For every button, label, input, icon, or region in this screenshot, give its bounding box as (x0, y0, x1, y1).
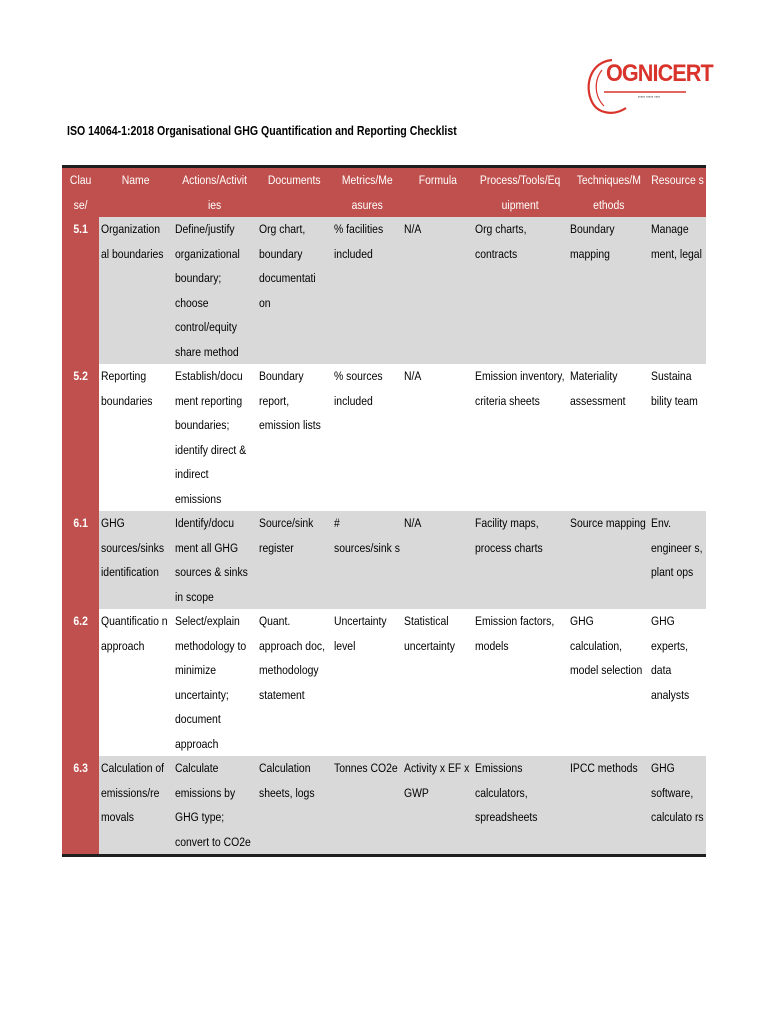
tools-cell: Emissions calculators, spreadsheets (473, 756, 568, 856)
techniques-cell: Materiality assessment (568, 364, 649, 511)
logo-wordmark: OGNICERT (606, 60, 713, 87)
header-techniques: Techniques/M ethods (568, 167, 649, 218)
header-tools: Process/Tools/Eq uipment (473, 167, 568, 218)
metrics-cell: % sources included (332, 364, 402, 511)
clause-cell: 6.1 (62, 511, 99, 609)
clause-cell: 5.1 (62, 217, 99, 364)
clause-cell: 6.2 (62, 609, 99, 756)
tools-cell: Emission inventory, criteria sheets (473, 364, 568, 511)
documents-cell: Quant. approach doc, methodology statement (257, 609, 332, 756)
resources-cell: GHG experts, data analysts (649, 609, 706, 756)
name-cell: Reporting boundaries (99, 364, 173, 511)
actions-cell: Select/explain methodology to minimize uncertainty; document approach (173, 609, 257, 756)
documents-cell: Boundary report, emission lists (257, 364, 332, 511)
formula-cell: Statistical uncertainty (402, 609, 473, 756)
header-actions: Actions/Activit ies (173, 167, 257, 218)
name-cell: Organization al boundaries (99, 217, 173, 364)
header-metrics: Metrics/Me asures (332, 167, 402, 218)
clause-cell: 5.2 (62, 364, 99, 511)
documents-cell: Calculation sheets, logs (257, 756, 332, 856)
tools-cell: Org charts, contracts (473, 217, 568, 364)
documents-cell: Org chart, boundary documentati on (257, 217, 332, 364)
table-row (62, 511, 706, 609)
cognicert-logo (582, 56, 713, 118)
checklist-table (62, 165, 706, 857)
metrics-cell: % facilities included (332, 217, 402, 364)
name-cell: Calculation of emissions/re movals (99, 756, 173, 856)
name-cell: GHG sources/sinks identification (99, 511, 173, 609)
header-formula: Formula (402, 167, 473, 218)
clause-cell: 6.3 (62, 756, 99, 856)
formula-cell: N/A (402, 364, 473, 511)
table-row (62, 756, 706, 856)
table-row (62, 217, 706, 364)
metrics-cell: Uncertainty level (332, 609, 402, 756)
header-clause: Clau se/ (62, 167, 99, 218)
actions-cell: Calculate emissions by GHG type; convert to CO2e (173, 756, 257, 856)
metrics-cell: # sources/sink s (332, 511, 402, 609)
resources-cell: Env. engineer s, plant ops (649, 511, 706, 609)
header-resources: Resource s (649, 167, 706, 218)
resources-cell: Manage ment, legal (649, 217, 706, 364)
document-title: ISO 14064-1:2018 Organisational GHG Quantification and Reporting Checklist (67, 124, 457, 138)
techniques-cell: IPCC methods (568, 756, 649, 856)
formula-cell: N/A (402, 511, 473, 609)
metrics-cell: Tonnes CO2e (332, 756, 402, 856)
documents-cell: Source/sink register (257, 511, 332, 609)
name-cell: Quantificatio n approach (99, 609, 173, 756)
tools-cell: Facility maps, process charts (473, 511, 568, 609)
actions-cell: Define/justify organizational boundary; choose control/equity share method (173, 217, 257, 364)
formula-cell: Activity x EF x GWP (402, 756, 473, 856)
techniques-cell: GHG calculation, model selection (568, 609, 649, 756)
table-row (62, 609, 706, 756)
techniques-cell: Boundary mapping (568, 217, 649, 364)
table-row (62, 364, 706, 511)
actions-cell: Establish/docu ment reporting boundaries; identify direct & indirect emissions (173, 364, 257, 511)
tools-cell: Emission factors, models (473, 609, 568, 756)
techniques-cell: Source mapping (568, 511, 649, 609)
header-name: Name (99, 167, 173, 218)
resources-cell: GHG software, calculato rs (649, 756, 706, 856)
table-header-row (62, 167, 706, 218)
resources-cell: Sustaina bility team (649, 364, 706, 511)
header-documents: Documents (257, 167, 332, 218)
formula-cell: N/A (402, 217, 473, 364)
logo-tagline: ▪▪▪▪▪ ▪▪▪▪▪ ▪▪▪▪ (638, 94, 661, 99)
actions-cell: Identify/docu ment all GHG sources & sinks in scope (173, 511, 257, 609)
